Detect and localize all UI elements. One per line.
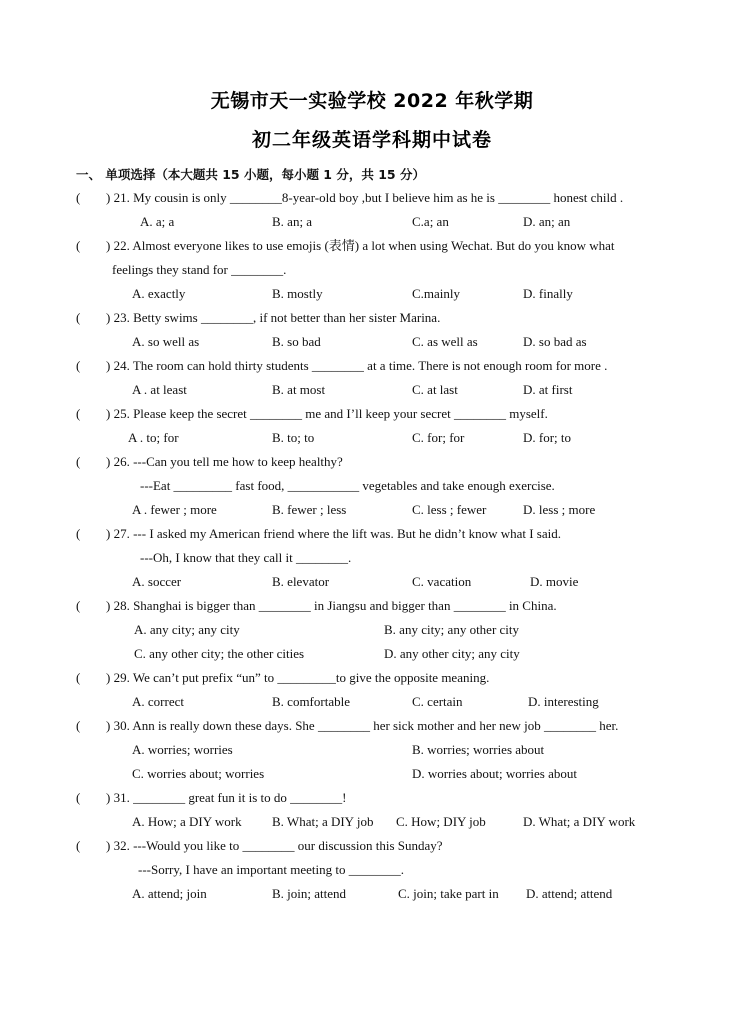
option-a: A. a; a [140,214,175,229]
exam-title-school: 无锡市天一实验学校 2022 年秋学期 [210,90,534,112]
answer-blank: ( [76,838,81,853]
option-b: B. at most [272,382,326,397]
answer-blank: ( [76,310,81,325]
option-b: B. so bad [272,334,321,349]
question-stem: ) 28. Shanghai is bigger than ________ in Jiangsu and bigger than ________ in China. [106,598,557,613]
option-c: C. less ; fewer [412,502,487,517]
option-d: D. movie [530,574,579,589]
option-b: B. fewer ; less [272,502,347,517]
option-a: A. worries; worries [132,742,233,757]
question-stem: ) 23. Betty swims ________, if not better than her sister Marina. [106,310,441,325]
option-c: C. How; DIY job [396,814,486,829]
answer-blank: ( [76,790,81,805]
question-stem: ) 27. --- I asked my American friend where the lift was. But he didn’t know what I said. [106,526,561,541]
answer-blank: ( [76,358,81,373]
question-stem: ) 26. ---Can you tell me how to keep healthy? [106,454,343,469]
option-d: D. attend; attend [526,886,613,901]
answer-blank: ( [76,670,81,685]
option-a: A . to; for [128,430,179,445]
question-stem: ) 31. ________ great fun it is to do ________! [106,790,347,805]
option-a: A. How; a DIY work [132,814,242,829]
question-stem: ) 25. Please keep the secret ________ me and I’ll keep your secret ________ myself. [106,406,548,421]
question-stem: ) 29. We can’t put prefix “un” to _________to give the opposite meaning. [106,670,490,685]
question-stem: ) 30. Ann is really down these days. She ________ her sick mother and her new job ________ her. [106,718,619,733]
question-stem-continued: ---Sorry, I have an important meeting to ________. [138,862,404,877]
option-a: A. attend; join [132,886,207,901]
answer-blank: ( [76,238,81,253]
option-c: C. vacation [412,574,472,589]
section-heading: 一、 单项选择（本大题共 15 小题，每小题 1 分，共 15 分） [76,167,425,182]
option-c: C. join; take part in [398,886,499,901]
option-d: D. so bad as [523,334,587,349]
answer-blank: ( [76,406,81,421]
option-c: C. worries about; worries [132,766,265,781]
option-d: D. at first [523,382,573,397]
option-c: C. as well as [412,334,478,349]
option-c: C.a; an [412,214,449,229]
question-stem: ) 21. My cousin is only ________8-year-old boy ,but I believe him as he is ________ honest child . [106,190,624,205]
option-d: D. an; an [523,214,571,229]
answer-blank: ( [76,190,81,205]
question-stem: ) 32. ---Would you like to ________ our discussion this Sunday? [106,838,443,853]
option-b: B. to; to [272,430,315,445]
option-a: A. correct [132,694,184,709]
option-b: B. join; attend [272,886,347,901]
question-stem: ) 24. The room can hold thirty students ________ at a time. There is not enough room for more . [106,358,608,373]
answer-blank: ( [76,526,81,541]
option-d: D. What; a DIY work [523,814,636,829]
option-b: B. What; a DIY job [272,814,374,829]
option-b: B. worries; worries about [412,742,545,757]
option-c: C. for; for [412,430,465,445]
exam-title-subject: 初二年级英语学科期中试卷 [251,129,492,151]
option-b: B. mostly [272,286,323,301]
option-a: A. exactly [132,286,186,301]
option-b: B. any city; any other city [384,622,520,637]
question-stem-continued: ---Oh, I know that they call it ________. [140,550,352,565]
question-stem: ) 22. Almost everyone likes to use emojis (表情) a lot when using Wechat. But do you know what [106,238,615,253]
option-d: D. worries about; worries about [412,766,577,781]
option-c: C. any other city; the other cities [134,646,305,661]
option-c: C. certain [412,694,463,709]
answer-blank: ( [76,454,81,469]
option-a: A. soccer [132,574,182,589]
option-a: A . at least [132,382,187,397]
option-a: A . fewer ; more [132,502,217,517]
option-a: A. so well as [132,334,200,349]
option-d: D. for; to [523,430,572,445]
option-d: D. less ; more [523,502,596,517]
option-b: B. an; a [272,214,313,229]
option-b: B. elevator [272,574,330,589]
option-c: C.mainly [412,286,461,301]
question-stem-continued: feelings they stand for ________. [112,262,287,277]
option-d: D. interesting [528,694,599,709]
answer-blank: ( [76,598,81,613]
option-a: A. any city; any city [134,622,240,637]
answer-blank: ( [76,718,81,733]
option-c: C. at last [412,382,458,397]
option-b: B. comfortable [272,694,350,709]
option-d: D. any other city; any city [384,646,520,661]
question-stem-continued: ---Eat _________ fast food, ___________ vegetables and take enough exercise. [140,478,555,493]
option-d: D. finally [523,286,573,301]
